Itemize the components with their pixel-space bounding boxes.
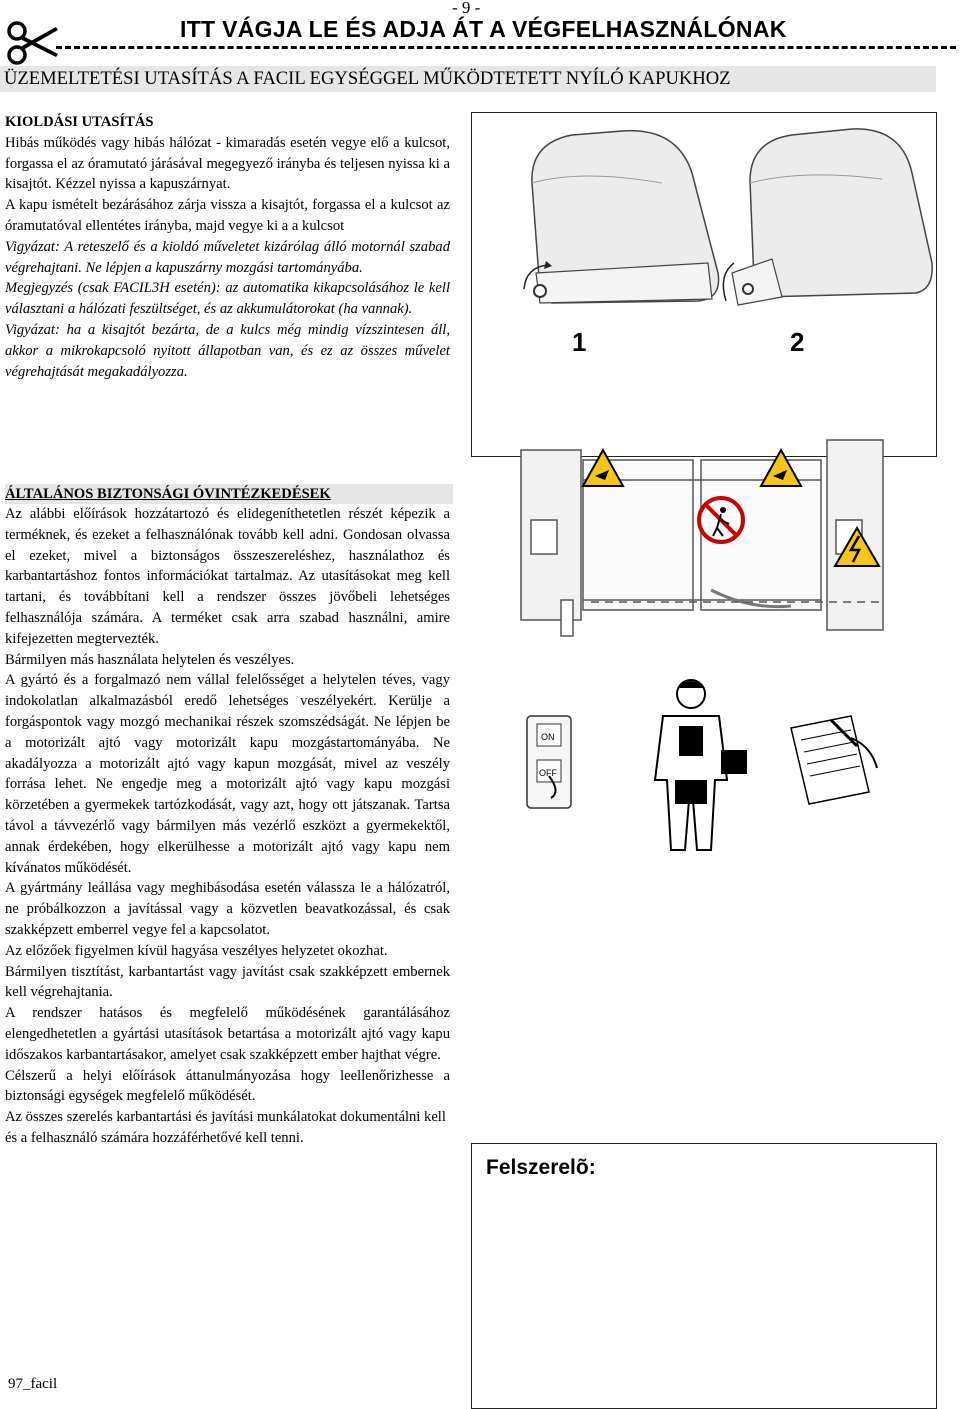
safety-figure [491,420,923,1040]
safety-section [5,484,450,1149]
step-label-2: 2 [790,327,805,357]
page-title: ÜZEMELTETÉSI UTASÍTÁS A FACIL EGYSÉGGEL MŰKÖDTETETT NYÍLÓ KAPUKHOZ [0,66,936,92]
motor-illustration [472,113,938,458]
safety-paragraph-9: Az összes szerelés karbantartási és javítási munkálatokat dokumentálni kell és a felhasználó számára hozzáférhetővé kell tenni. [5,1109,446,1146]
motor-cover-2-icon [723,129,932,305]
scissors-icon [6,20,60,66]
on-off-switch-icon [527,716,571,808]
release-warning-2: Vigyázat: ha a kisajtót bezárta, de a kulcs még mindig vízszintesen áll, akkor a mikrokapcsoló nyitott állapotban van, és ez az összes művelet végrehajtását megakadályozza. [5,321,450,380]
notepad-writing-icon [791,716,877,804]
gate-illustration [521,440,883,636]
release-figure [471,112,937,457]
safety-paragraph-7: A rendszer hatásos és megfelelő működésének garantálásához elengedhetetlen a gyártási utasítások betartása a motorizált ajtó vagy kapu időszakos karbantartásakor, amelyet csak szakképzett ember hajthat végre. [5,1005,450,1063]
release-section [5,112,450,382]
cut-line [56,46,956,49]
switch-off-label: OFF [539,768,557,778]
footer-code: 97_facil [8,1376,58,1392]
release-warning: Vigyázat: A reteszelő és a kioldó műveletet kizárólag álló motornál szabad végrehajtani. Ne lépjen a kapuszárny mozgási tartományába. [5,238,450,276]
safety-paragraph-4: A gyártmány leállása vagy meghibásodása esetén válassza le a hálózatról, ne próbálkozzon a javítással vagy a közvetlen beavatkozással, és csak szakképzett emberrel vegye fel a kapcsolatot. [5,880,450,938]
release-paragraph-1: Hibás működés vagy hibás hálózat - kimaradás esetén vegye elő a kulcsot, forgassa el az óramutató járásával megegyező irányba és teljesen nyissa ki a kisajtót. Kézzel nyissa a kapuszárnyat. [5,134,450,193]
safety-paragraph-3: A gyártó és a forgalmazó nem vállal felelősséget a helytelen téves, vagy indokolatlan alkalmazásból eredő lehetséges veszélyekért. Kerülje a forgáspontok vagy mozgó mechanikai részek szomszédságát. Ne lépjen be a motorizált ajtó vagy motorizált kapu mozgástartományába. Ne akadályozza a motorizált ajtó vagy kapun mozgását, mivel az veszély forrása lehet. Ne engedje meg a motorizált ajtó vagy kapu mozgási körzetében a gyermekek tartózkodását, vagy azt, hogy ott játszanak. Tartsa távol a távvezérlő vagy bármilyen más vezérlő eszközt a gyermekektől, annak érdekében, hogy elkerülhesse a motorizált ajtó vagy kapu nem kívánatos működését. [5,672,450,876]
safety-illustration [491,420,923,1040]
installer-box [471,1143,937,1409]
safety-heading: ÁLTALÁNOS BIZTONSÁGI ÓVINTÉZKEDÉSEK [5,484,453,504]
release-note: Megjegyzés (csak FACIL3H esetén): az automatika kikapcsolásához le kell választani a hálózati feszültséget, és az akkumulátorokat (ha vannak). [5,280,450,318]
safety-paragraph-1: Az alábbi előírások hozzátartozó és elidegeníthetetlen részét képezik a terméknek, és ezeket a felhasználónak tovább kell adni. Gondosan olvassa el ezeket, mivel a biztonságos összeszereléshez, használathoz és karbantartáshoz fontos információkat tartalmaz. Az utasításokat meg kell tartani, és továbbítani kell a rendszer összes jövőbeli lehetséges felhasználója számára. A terméket csak arra szabad használni, amire kifejezetten megtervezték. [5,506,450,647]
safety-paragraph-5: Az előzőek figyelmen kívül hagyása veszélyes helyzetet okozhat. [5,942,388,959]
release-heading: KIOLDÁSI UTASÍTÁS [5,114,154,130]
cut-instruction: ITT VÁGJA LE ÉS ADJA ÁT A VÉGFELHASZNÁLÓNAK [180,16,787,42]
technician-icon [655,680,747,850]
no-pedestrian-icon [699,498,743,542]
step-label-1: 1 [572,327,587,357]
page-number: - 9 - [452,0,481,17]
switch-on-label: ON [541,732,555,742]
installer-label: Felszerelõ: [486,1156,596,1179]
release-paragraph-2: A kapu ismételt bezárásához zárja vissza a kisajtót, forgassa el a kulcsot az óramutatóval ellentétes irányba, majd vegye ki a a kulcsot [5,197,450,234]
safety-paragraph-2: Bármilyen más használata helytelen és veszélyes. [5,651,295,668]
safety-paragraph-6: Bármilyen tisztítást, karbantartást vagy javítást csak szakképzett embernek kell végrehajtania. [5,963,450,1001]
motor-cover-1-icon [524,131,719,303]
safety-paragraph-8: Célszerű a helyi előírások áttanulmányozása hogy leellenőrizhesse a biztonsági egységek megfelelő működését. [5,1067,450,1105]
